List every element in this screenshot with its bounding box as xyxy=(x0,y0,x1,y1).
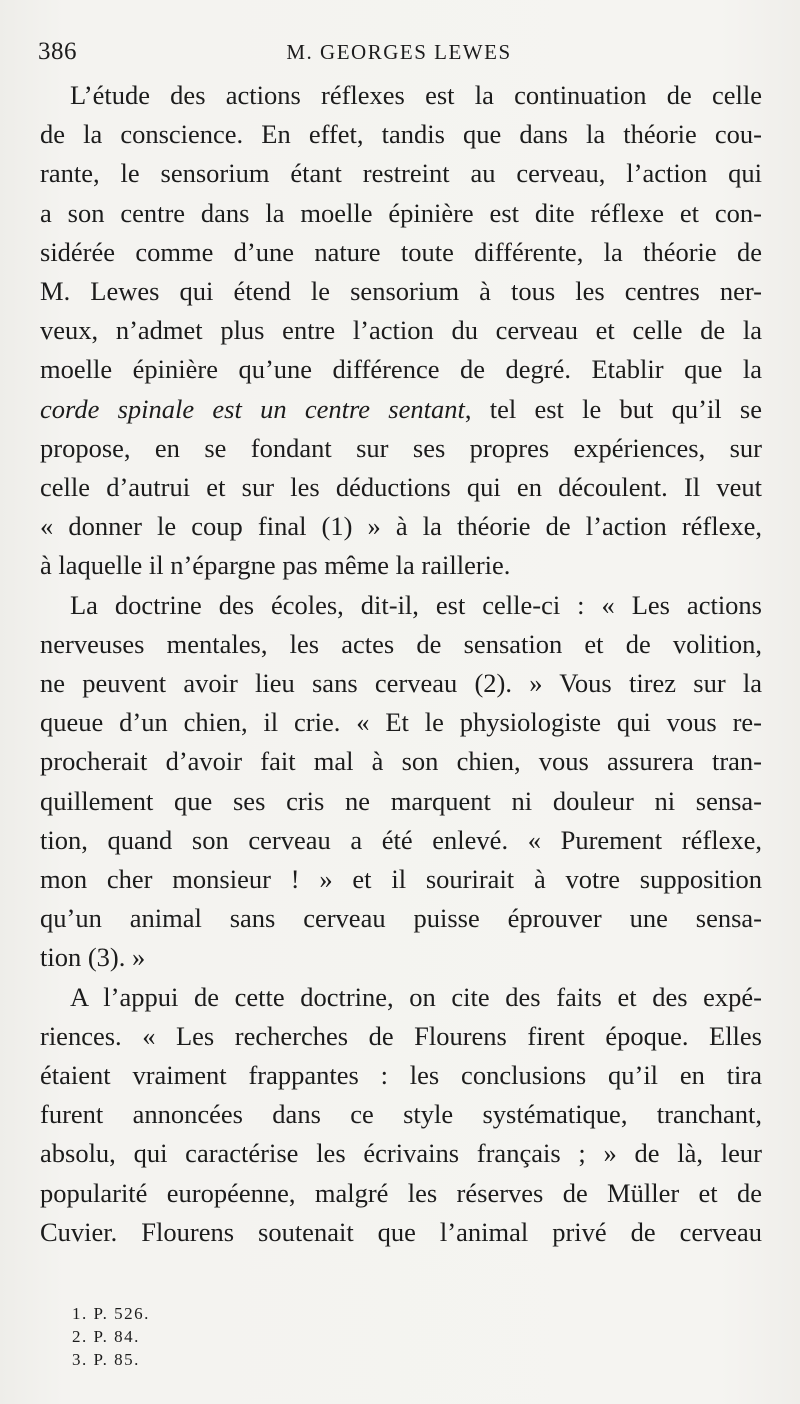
text-line: queue d’un chien, il crie. « Et le physiologiste qui vous re- xyxy=(40,707,762,738)
text-line: M. Lewes qui étend le sensorium à tous les centres ner- xyxy=(40,276,762,307)
text-line: a son centre dans la moelle épinière est dite réflexe et con- xyxy=(40,197,762,228)
text-line: quillement que ses cris ne marquent ni douleur ni sensa- xyxy=(40,785,762,816)
text-line: popularité européenne, malgré les réserves de Müller et de xyxy=(40,1177,762,1208)
text-line: absolu, qui caractérise les écrivains français ; » de là, leur xyxy=(40,1138,762,1169)
page-number: 386 xyxy=(38,38,77,65)
text-line: propose, en se fondant sur ses propres expériences, sur xyxy=(40,432,762,463)
page-header xyxy=(38,38,760,70)
text-line: étaient vraiment frappantes : les conclusions qu’il en tira xyxy=(40,1060,762,1091)
text-line: rante, le sensorium étant restreint au cerveau, l’action qui xyxy=(40,158,762,189)
paragraph-1 xyxy=(40,76,762,586)
text-line: A l’appui de cette doctrine, on cite des faits et des expé- xyxy=(70,981,762,1012)
text-line: L’étude des actions réflexes est la continuation de celle xyxy=(70,80,762,110)
italic-phrase: corde spinale est un centre sentant xyxy=(40,393,465,424)
paragraph-2 xyxy=(40,586,762,978)
text-line: à laquelle il n’épargne pas même la raillerie. xyxy=(40,550,511,581)
text-line: Cuvier. Flourens soutenait que l’animal privé de cerveau xyxy=(40,1216,762,1247)
footnote-3: 3. P. 85. xyxy=(72,1350,140,1369)
text-line: nerveuses mentales, les actes de sensation et de volition, xyxy=(40,628,762,659)
text-line: « donner le coup final (1) » à la théorie de l’action réflexe, xyxy=(40,511,762,542)
running-head: M. GEORGES LEWES xyxy=(286,40,512,64)
footnote-1: 1. P. 526. xyxy=(72,1304,150,1323)
text-line: ne peuvent avoir lieu sans cerveau (2). » Vous tirez sur la xyxy=(40,668,762,699)
text-line: riences. « Les recherches de Flourens firent époque. Elles xyxy=(40,1020,762,1051)
text-line: de la conscience. En effet, tandis que dans la théorie cou- xyxy=(40,119,762,150)
text-line: tion, quand son cerveau a été enlevé. « Purement réflexe, xyxy=(40,824,762,855)
text-line: mon cher monsieur ! » et il sourirait à votre supposition xyxy=(40,864,762,895)
paragraph-3 xyxy=(40,978,762,1252)
text-line: furent annoncées dans ce style systématique, tranchant, xyxy=(40,1099,762,1130)
text-line: La doctrine des écoles, dit-il, est celle-ci : « Les actions xyxy=(70,589,762,620)
footnotes xyxy=(72,1302,150,1371)
text-line-italic: corde spinale est un centre sentant, tel est le but qu’il se xyxy=(40,393,762,424)
text-line: sidérée comme d’une nature toute différente, la théorie de xyxy=(40,236,762,267)
text-line: qu’un animal sans cerveau puisse éprouver une sensa- xyxy=(40,903,762,934)
body-text xyxy=(40,76,762,1252)
footnote-2: 2. P. 84. xyxy=(72,1327,140,1346)
text-line: tion (3). » xyxy=(40,942,146,973)
text-line: celle d’autrui et sur les déductions qui en découlent. Il veut xyxy=(40,472,762,503)
text-line: veux, n’admet plus entre l’action du cerveau et celle de la xyxy=(40,315,762,346)
text-line: procherait d’avoir fait mal à son chien, vous assurera tran- xyxy=(40,746,762,777)
text-line: moelle épinière qu’une différence de degré. Etablir que la xyxy=(40,354,762,385)
